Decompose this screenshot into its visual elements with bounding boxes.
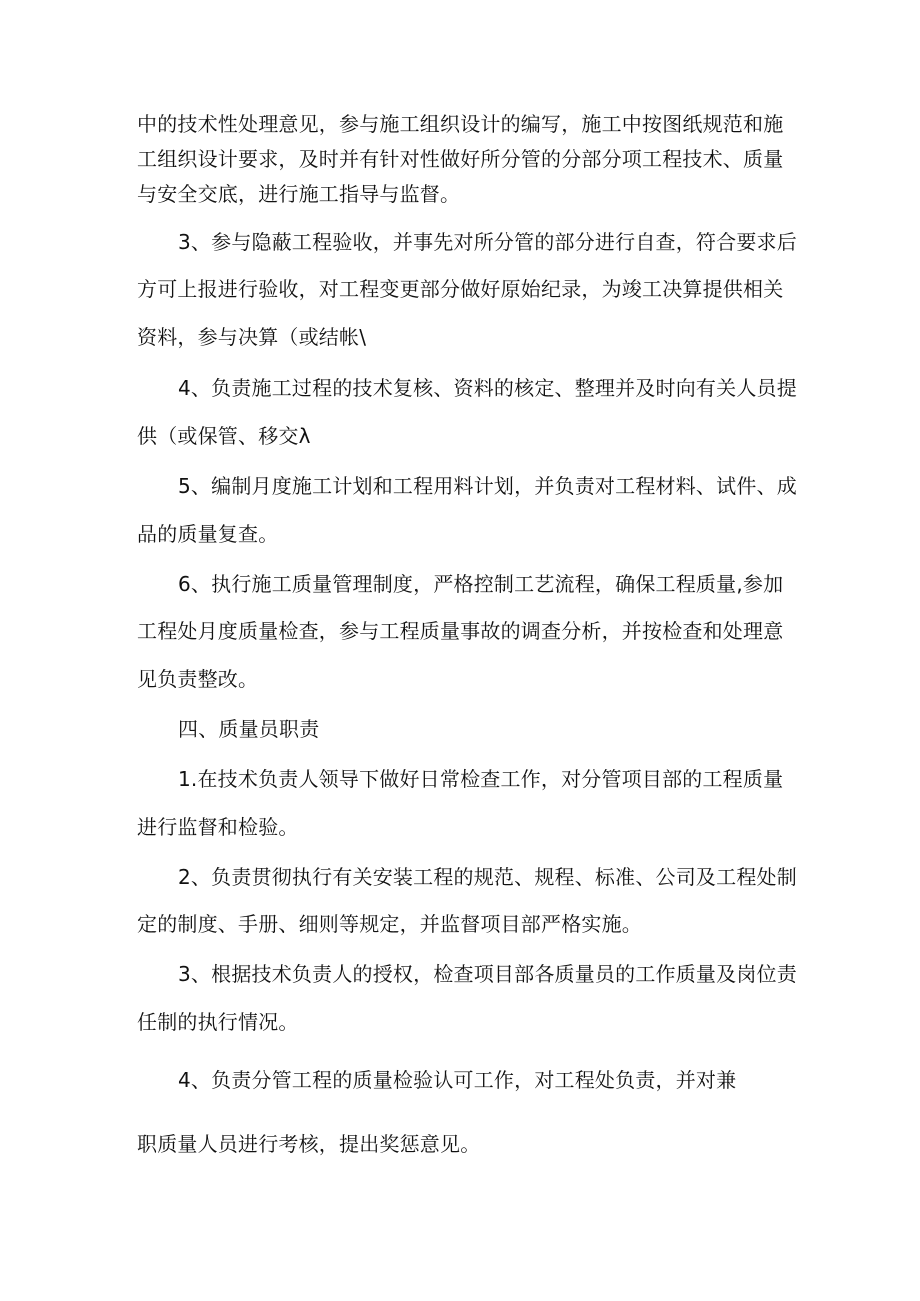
text-line-1: 中的技术性处理意见，参与施工组织设计的编写，施工中按图纸规范和施 [137,112,784,136]
text-line-10: 品的质量复查。 [137,522,279,546]
text-line-19: 3、根据技术负责人的授权，检查项目部各质量员的工作质量及岗位责 [178,962,797,986]
text-line-15: 1.在技术负责人领导下做好日常检查工作，对分管项目部的工程质量 [178,767,784,791]
text-line-4: 3、参与隐蔽工程验收，并事先对所分管的部分进行自查，符合要求后 [178,230,797,254]
text-line-17: 2、负责贯彻执行有关安装工程的规范、规程、标准、公司及工程处制 [178,865,797,889]
text-line-16: 进行监督和检验。 [137,815,299,839]
text-line-13: 见负责整改。 [137,667,259,691]
text-line-18: 定的制度、手册、细则等规定，并监督项目部严格实施。 [137,912,642,936]
text-line-6: 资料，参与决算（或结帐\ [137,325,367,349]
text-line-20: 任制的执行情况。 [137,1010,299,1034]
section-heading: 四、质量员职责 [178,717,320,741]
text-line-8: 供（或保管、移交λ [137,424,311,448]
text-line-12: 工程处月度质量检查，参与工程质量事故的调查分析，并按检查和处理意 [137,619,784,643]
text-line-22: 职质量人员进行考核，提出奖惩意见。 [137,1132,481,1156]
text-line-7: 4、负责施工过程的技术复核、资料的核定、整理并及时向有关人员提 [178,376,797,400]
text-line-2: 工组织设计要求，及时并有针对性做好所分管的分部分项工程技术、质量 [137,147,784,171]
text-line-3: 与安全交底，进行施工指导与监督。 [137,182,461,206]
text-line-5: 方可上报进行验收，对工程变更部分做好原始纪录，为竣工决算提供相关 [137,277,784,301]
text-line-9: 5、编制月度施工计划和工程用料计划，并负责对工程材料、试件、成 [178,474,797,498]
text-line-11: 6、执行施工质量管理制度，严格控制工艺流程，确保工程质量,参加 [178,572,784,596]
text-line-21: 4、负责分管工程的质量检验认可工作，对工程处负责，并对兼 [178,1068,737,1092]
